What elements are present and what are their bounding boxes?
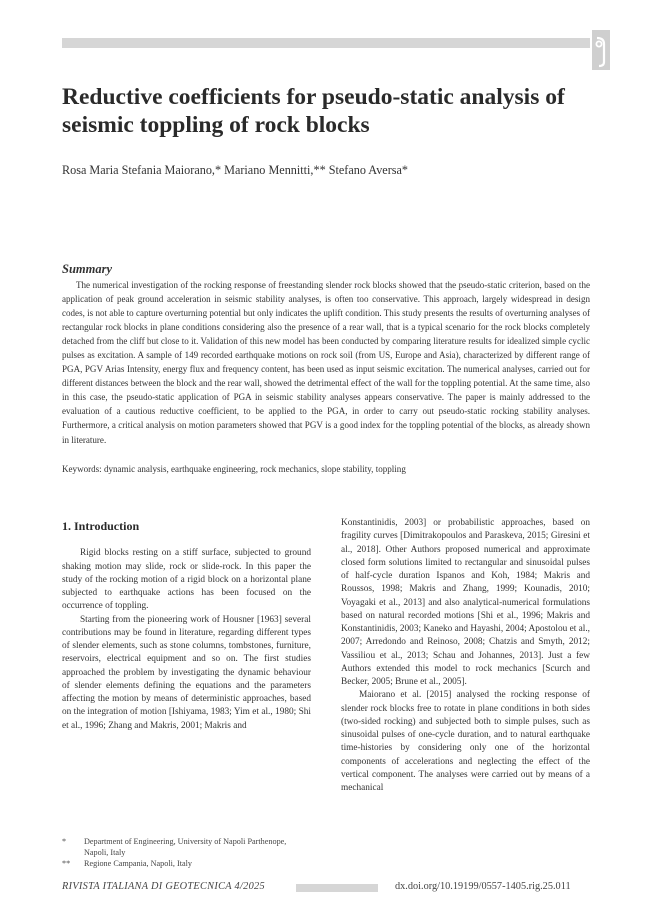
footer-doi-link[interactable]: dx.doi.org/10.19199/0557-1405.rig.25.011 [395,881,571,892]
footnote-mark: * [62,837,67,846]
footnote-mark: ** [62,859,71,869]
header-bar [62,38,590,48]
article-authors: Rosa Maria Stefania Maiorano,* Mariano Mennitti,** Stefano Aversa* [62,163,409,177]
footer-journal-name: RIVISTA ITALIANA DI GEOTECNICA 4/2025 [62,881,265,892]
footnotes [62,836,312,870]
left-column [62,520,311,733]
right-column [341,517,590,795]
footnote [62,858,312,869]
article-title: Reductive coefficients for pseudo-static analysis of seismic toppling of rock blocks [62,84,565,138]
keywords: Keywords: dynamic analysis, earthquake engineering, rock mechanics, slope stability, toppling [62,464,406,474]
intro-paragraph-1: Rigid blocks resting on a stiff surface, subjected to ground shaking motion may slide, rock or slide-rock. In this paper the study of the rocking motion of a rigid block on a horizontal plane subjected to earthquake actions has been focused on the occurrence of toppling. [62,548,311,612]
footer-bar [296,884,378,892]
journal-logo-icon [592,30,610,70]
abstract-text: The numerical investigation of the rocking response of freestanding slender rock blocks showed that the pseudo-static criterion, based on the application of peak ground acceleration in seismic stability analyses, is often too conservative. This approach, largely widespread in design codes, is not able to capture overturning potential but only indicates the uplift condition. This study presents the results of overturning analyses of rectangular rock blocks in plane conditions considering also the presence of a rear wall, that is a typical scenario for the rock blocks completely detached from the cliff but close to it. Validation of this new model has been conducted by comparing literature results for idealized simple cyclic pulses as excitation. A sample of 149 recorded earthquake motions on rock soil (from US, Europe and Asia), characterized by different range of PGA, PGV Arias Intensity, energy flux and frequency content, has been used as input seismic excitation. The numerical analyses, carried out for different distances between the block and the rear wall, showed the detrimental effect of the wall for the toppling potential. At the same time, also in this case, the pseudo-static application of PGA in seismic stability analyses appears conservative. The paper is mainly addressed to the evaluation of a cautious reductive coefficient, to be applied to the PGA, in order to carry out pseudo-static rocking stability analyses. Furthermore, a critical analysis on motion parameters showed that PGV is a good index for the toppling potential of the blocks, as already shown in literature. [62,280,590,445]
section-heading-introduction: 1. Introduction [62,519,140,533]
intro-paragraph-4: Maiorano et al. [2015] analysed the rocking response of slender rock blocks free to rotate in plane conditions in both sides (two-sided rocking) and subjected both to simple pulses, such as sinusoidal pulses of one-cycle duration, and to natural earthquake time-histories by considering only one of the horizontal components of accelerations and neglecting the effect of the vertical component. The analyses were carried out by means of a mechanical [341,690,590,793]
intro-paragraph-3: Konstantinidis, 2003] or probabilistic approaches, based on fragility curves [Dimitrakopoulos and Paraskeva, 2015; Giresini et al., 2018]. Other Authors proposed numerical and approximate closed form solutions limited to rectangular and sinusoidal pulses of half-cycle duration Ispanos and Koh, 1984; Makris and Roussos, 1998; Makris and Zhang, 1999; Kounadis, 2010; Voyagaki et al., 2013] and also analytical-numerical formulations based on natural recorded motions [Shi et al., 1996; Makris and Konstantinidis, 2003; Kaneko and Hayashi, 2004; Apostolou et al., 2007; Arredondo and Reinoso, 2008; Chatzis and Smyth, 2012; Vassiliou et al., 2013; Schau and Johannes, 2013]. Just a few Authors extended this model to rock mechanics [Scurch and Becker, 2005; Brune et al., 2005]. [341,518,590,687]
summary-heading: Summary [62,262,113,276]
footnote-text: Department of Engineering, University of Napoli Parthenope, Napoli, Italy [84,837,287,858]
intro-paragraph-2: Starting from the pioneering work of Housner [1963] several contributions may be found in literature, regarding different types of slender elements, such as stone columns, tombstones, furniture, reservoirs, electrical equipment and so on. The first studies approached the problem by investigating the dynamic behaviour of slender elements defining the equations and the parameters affecting the motion by means of deterministic approaches, based on the integration of motion [Ishiyama, 1983; Yim et al., 1980; Shi et al., 1996; Zhang and Makris, 2001; Makris and [62,614,311,731]
footnote-text: Regione Campania, Napoli, Italy [84,859,193,869]
footnote [62,836,312,858]
